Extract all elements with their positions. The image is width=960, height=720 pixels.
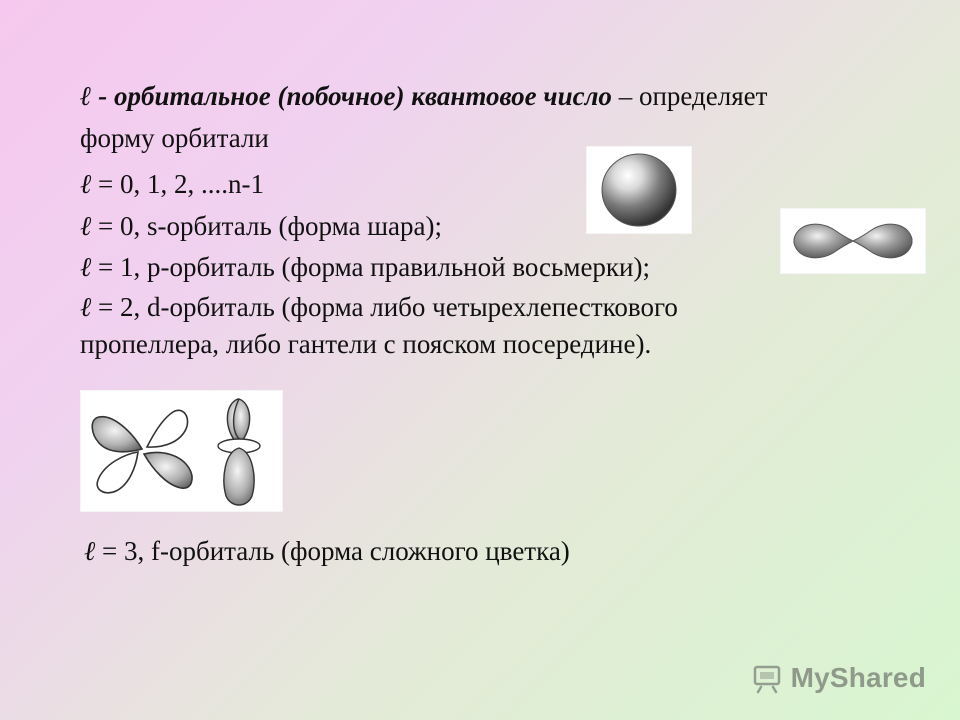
dumbbell-orbital-icon [780, 208, 926, 274]
line-p-orbital [80, 253, 650, 283]
sphere-icon [586, 146, 692, 234]
line6-text: = 2, d-орбиталь (форма либо четырехлепесткового [91, 292, 678, 322]
ell-symbol: ℓ [80, 292, 92, 322]
s-orbital-image [586, 146, 692, 234]
line4-text: = 0, s-орбиталь (форма шара); [91, 211, 443, 241]
line8-text: = 3, f-орбиталь (форма сложного цветка) [95, 536, 570, 566]
d-orbital-image [80, 390, 283, 512]
line1-rest: – определяет [611, 81, 768, 111]
line-orbital-quantum-number [80, 82, 767, 112]
ell-symbol: ℓ [80, 169, 92, 199]
line-range [80, 170, 264, 200]
p-orbital-image [780, 208, 926, 274]
line5-text: = 1, р-орбиталь (форма правильной восьмерки); [91, 252, 650, 282]
line-orbital-shape: форму орбитали [80, 123, 269, 153]
line-s-orbital [80, 212, 442, 242]
d-orbital-shapes-icon [80, 390, 283, 512]
line1-emphasis: - орбитальное (побочное) квантовое число [91, 81, 612, 111]
line3-text: = 0, 1, 2, ....n-1 [91, 169, 264, 199]
ell-symbol: ℓ [80, 211, 92, 241]
watermark-brand: MyShared [790, 662, 926, 693]
line-d-orbital-continuation: пропеллера, либо гантели с пояском посередине). [80, 329, 652, 359]
ell-symbol: ℓ [80, 81, 92, 111]
myshared-watermark [751, 662, 926, 694]
ell-symbol: ℓ [80, 252, 92, 282]
line-f-orbital [84, 537, 570, 567]
presentation-board-icon [751, 662, 783, 694]
line-d-orbital [80, 293, 678, 323]
ell-symbol: ℓ [84, 536, 96, 566]
